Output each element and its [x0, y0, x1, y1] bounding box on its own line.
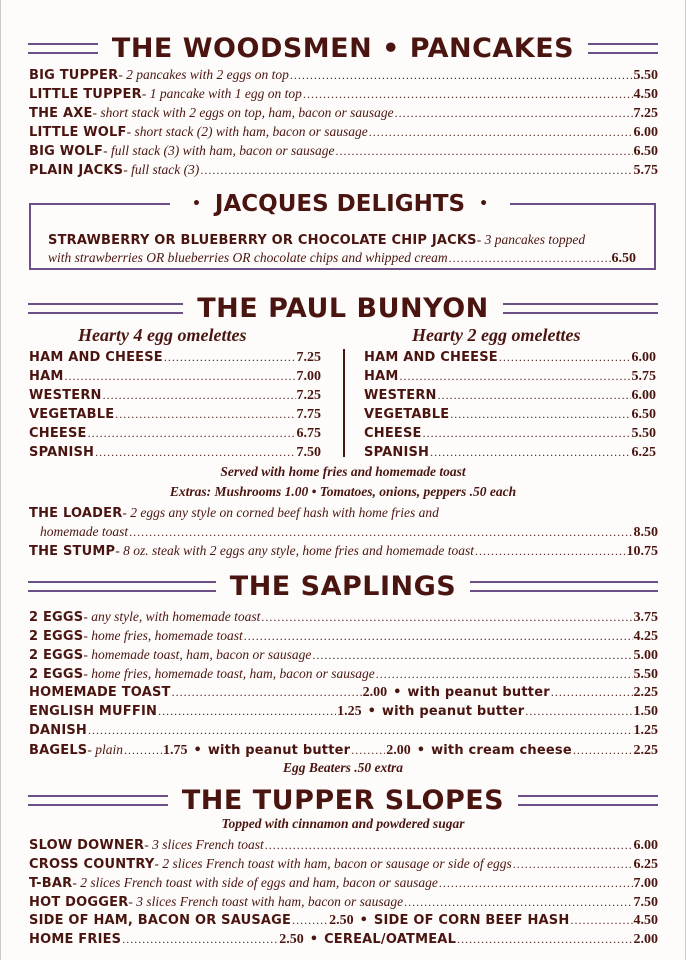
menu-item [29, 607, 658, 626]
leader-dots [475, 542, 625, 560]
item-price: 2.25 [633, 743, 658, 758]
menu-item [29, 626, 658, 645]
leader-dots [351, 741, 385, 759]
menu-item [29, 386, 321, 405]
item-name: SIDE OF HAM, BACON OR SAUSAGE [29, 913, 292, 928]
leader-dots [95, 443, 295, 462]
leader-dots [570, 911, 632, 930]
item-price: 6.00 [631, 350, 656, 365]
bullet: • [367, 704, 376, 719]
column-divider [343, 349, 345, 457]
item-extra: with peanut butter [207, 743, 351, 758]
item-desc: - 2 slices French toast with side of eggs and ham, bacon or sausage [72, 875, 438, 890]
jacques-header [170, 189, 510, 219]
item-price: 4.50 [633, 87, 658, 102]
item-desc: - full stack (3) [123, 162, 200, 177]
item-desc: - 2 pancakes with 2 eggs on top [118, 67, 289, 82]
menu-item [29, 911, 658, 930]
item-desc: - 2 eggs any style on corned beef hash with home fries and [122, 505, 439, 520]
item-desc: - 2 slices French toast with ham, bacon or sausage or side of eggs [154, 856, 512, 871]
leader-dots [513, 855, 633, 873]
item-price: 1.25 [633, 723, 658, 738]
item-name: BIG WOLF [29, 144, 104, 159]
item-price: 7.25 [296, 388, 321, 403]
leader-dots [88, 424, 296, 443]
menu-item [364, 443, 656, 462]
menu-item [29, 702, 658, 721]
header-rule-right [588, 43, 658, 54]
leader-dots [551, 683, 633, 702]
leader-dots [200, 161, 632, 179]
bullet: • [479, 196, 489, 212]
section-title: THE SAPLINGS [229, 570, 457, 602]
item-name: LITTLE TUPPER [29, 87, 142, 102]
menu-item [29, 84, 658, 103]
leader-dots [122, 930, 278, 949]
item-name: SPANISH [364, 445, 430, 460]
bullet: • [193, 743, 202, 758]
header-rule-right [518, 795, 658, 806]
item-name: VEGETABLE [29, 407, 115, 422]
menu-item [29, 443, 321, 462]
item-name: THE STUMP [29, 544, 116, 559]
menu-item [29, 664, 658, 683]
extras-note: Extras: Mushrooms 1.00 • Tomatoes, onions, peppers .50 each [169, 484, 517, 499]
menu-item [364, 424, 656, 443]
leader-dots [303, 85, 633, 103]
leader-dots [124, 741, 162, 759]
header-rule-left [28, 303, 183, 314]
item-price: 1.75 [163, 743, 188, 758]
leader-dots [573, 741, 633, 759]
leader-dots [64, 367, 295, 386]
leader-dots [499, 348, 631, 367]
item-price: 10.75 [626, 544, 658, 559]
item-name: HAM [29, 369, 64, 384]
item-desc: - any style, with homemade toast [83, 609, 261, 624]
item-name: STRAWBERRY OR BLUEBERRY OR CHOCOLATE CHIP JACKS [48, 233, 477, 248]
leader-dots [404, 893, 632, 911]
item-price: 7.50 [633, 895, 658, 910]
leader-dots [103, 386, 296, 405]
item-desc: homemade toast [40, 524, 129, 539]
leader-dots [449, 249, 611, 267]
leader-dots [395, 104, 633, 122]
left-subhead: Hearty 4 egg omelettes [78, 325, 247, 345]
item-price: 4.25 [633, 629, 658, 644]
header-rule-right [470, 581, 658, 592]
egg-beaters-note: Egg Beaters .50 extra [283, 760, 403, 775]
item-price: 6.25 [631, 445, 656, 460]
leader-dots [115, 405, 295, 424]
right-subhead: Hearty 2 egg omelettes [412, 325, 581, 345]
item-name: VEGETABLE [364, 407, 450, 422]
item-extra: with peanut butter [407, 685, 550, 700]
item-desc: - short stack (2) with ham, bacon or sausage [126, 124, 368, 139]
leader-dots [335, 142, 632, 160]
menu-item-cont [48, 248, 636, 267]
menu-item [29, 160, 658, 179]
item-price: 5.50 [631, 426, 656, 441]
item-desc: - home fries, homemade toast, ham, bacon or sausage [83, 666, 375, 681]
menu-item [29, 683, 658, 702]
item-price: 6.00 [633, 838, 658, 853]
item-desc: - home fries, homemade toast [83, 628, 243, 643]
leader-dots [376, 665, 633, 683]
item-name: LITTLE WOLF [29, 125, 127, 140]
item-price: 2.50 [279, 932, 304, 947]
item-price: 2.25 [633, 685, 658, 700]
item-price: 6.50 [611, 251, 636, 266]
menu-item [29, 541, 658, 560]
bullet: • [393, 685, 402, 700]
menu-item [29, 141, 658, 160]
leader-dots [312, 646, 632, 664]
menu-item [29, 873, 658, 892]
item-name: THE AXE [29, 106, 93, 121]
menu-item [29, 645, 658, 664]
item-price: 2.50 [329, 913, 354, 928]
item-price: 6.75 [296, 426, 321, 441]
bullet: • [309, 932, 319, 947]
item-name: CHEESE [29, 426, 87, 441]
item-desc: - homemade toast, ham, bacon or sausage [83, 647, 312, 662]
header-rule-right [503, 303, 658, 314]
tupper-header [28, 780, 658, 820]
leader-dots [450, 405, 630, 424]
item-price: 7.75 [296, 407, 321, 422]
leader-dots [290, 66, 633, 84]
item-price: 6.50 [633, 144, 658, 159]
item-name: BAGELS [29, 743, 88, 758]
item-name: 2 EGGS [29, 610, 84, 625]
item-price: 7.25 [296, 350, 321, 365]
item-name: HAM AND CHEESE [29, 350, 163, 365]
item-name: 2 EGGS [29, 629, 84, 644]
bullet: • [191, 196, 201, 212]
header-rule-left [28, 795, 168, 806]
leader-dots [292, 911, 328, 930]
saplings-header [28, 566, 658, 606]
section-title: THE TUPPER SLOPES [181, 784, 505, 816]
menu-item [29, 721, 658, 740]
item-name: CHEESE [364, 426, 422, 441]
item-price: 2.00 [362, 685, 388, 700]
item-desc: - 3 slices French toast with ham, bacon or sausage [128, 894, 404, 909]
woodsmen-header [28, 28, 658, 68]
menu-item [29, 740, 658, 759]
item-name: CROSS COUNTRY [29, 857, 155, 872]
leader-dots [525, 702, 632, 721]
menu-item [364, 386, 656, 405]
header-rule-left [28, 43, 98, 54]
item-name: SPANISH [29, 445, 95, 460]
item-price: 7.50 [296, 445, 321, 460]
item-price: 4.50 [633, 913, 658, 928]
menu-item [29, 348, 321, 367]
leader-dots [129, 523, 632, 541]
menu-item [29, 122, 658, 141]
item-desc: - 1 pancake with 1 egg on top [141, 86, 302, 101]
menu-item [29, 930, 658, 949]
leader-dots [265, 836, 633, 854]
bunyon-header [28, 288, 658, 328]
item-name: WESTERN [364, 388, 437, 403]
menu-item [29, 367, 321, 386]
item-price: 2.00 [633, 932, 658, 947]
item-price: 1.25 [337, 704, 362, 719]
item-price: 7.00 [296, 369, 321, 384]
item-price: 5.75 [631, 369, 656, 384]
item-extra: with cream cheese [431, 743, 572, 758]
leader-dots [164, 348, 296, 367]
menu-item [29, 892, 658, 911]
item-price: 5.75 [633, 163, 658, 178]
item-price: 2.00 [386, 743, 411, 758]
leader-dots [369, 123, 633, 141]
item-price: 5.00 [633, 648, 658, 663]
item-name: 2 EGGS [29, 667, 84, 682]
item-desc: - 8 oz. steak with 2 eggs any style, home fries and homemade toast [115, 543, 475, 558]
item-desc: - short stack with 2 eggs on top, ham, bacon or sausage [92, 105, 394, 120]
item-price: 6.25 [633, 857, 658, 872]
item-price: 1.50 [633, 704, 658, 719]
leader-dots [158, 702, 336, 721]
item-name: SIDE OF CORN BEEF HASH [373, 913, 570, 928]
item-name: DANISH [29, 723, 88, 738]
section-title: JACQUES DELIGHTS [214, 191, 466, 217]
item-price: 8.50 [633, 525, 658, 540]
menu-item [29, 103, 658, 122]
item-name: HOME FRIES [29, 932, 122, 947]
leader-dots [457, 930, 632, 949]
menu-item [29, 424, 321, 443]
leader-dots [439, 874, 633, 892]
menu-item [29, 65, 658, 84]
bullet: • [359, 913, 368, 928]
menu-item [364, 348, 656, 367]
menu-item [29, 835, 658, 854]
item-name: PLAIN JACKS [29, 163, 124, 178]
section-title: THE WOODSMEN • PANCAKES [111, 32, 575, 64]
leader-dots [172, 683, 362, 702]
menu-item [29, 854, 658, 873]
item-desc: - 3 pancakes topped [476, 232, 586, 247]
item-name: CEREAL/OATMEAL [324, 932, 457, 947]
item-desc: with strawberries OR blueberries OR chocolate chips and whipped cream [48, 250, 448, 265]
item-name: T-BAR [29, 876, 73, 891]
item-name: HOMEMADE TOAST [29, 685, 171, 700]
item-price: 6.00 [633, 125, 658, 140]
menu-item-cont [40, 522, 658, 541]
section-title: THE PAUL BUNYON [197, 292, 489, 324]
item-desc: - full stack (3) with ham, bacon or sausage [103, 143, 335, 158]
menu-item [29, 405, 321, 424]
menu-item [29, 503, 658, 522]
item-price: 5.50 [633, 68, 658, 83]
item-price: 7.25 [633, 106, 658, 121]
leader-dots [423, 424, 631, 443]
item-name: ENGLISH MUFFIN [29, 704, 158, 719]
served-note: Served with home fries and homemade toast [220, 464, 466, 479]
item-price: 7.00 [633, 876, 658, 891]
item-name: 2 EGGS [29, 648, 84, 663]
item-price: 6.50 [631, 407, 656, 422]
item-name: HAM [364, 369, 399, 384]
item-name: WESTERN [29, 388, 102, 403]
leader-dots [430, 443, 630, 462]
bullet: • [416, 743, 426, 758]
header-rule-left [28, 581, 216, 592]
item-name: SLOW DOWNER [29, 838, 145, 853]
item-name: THE LOADER [29, 506, 123, 521]
item-price: 6.00 [631, 388, 656, 403]
menu-item [364, 367, 656, 386]
menu-item [48, 230, 628, 249]
item-name: BIG TUPPER [29, 68, 119, 83]
leader-dots [88, 721, 632, 740]
item-name: HAM AND CHEESE [364, 350, 498, 365]
leader-dots [261, 608, 632, 626]
item-desc: - 3 slices French toast [144, 837, 264, 852]
item-extra: with peanut butter [381, 704, 525, 719]
leader-dots [399, 367, 630, 386]
tupper-subtitle: Topped with cinnamon and powdered sugar [221, 816, 465, 831]
leader-dots [244, 627, 633, 645]
item-price: 3.75 [633, 610, 658, 625]
leader-dots [438, 386, 631, 405]
menu-item [364, 405, 656, 424]
item-price: 5.50 [633, 667, 658, 682]
item-name: HOT DOGGER [29, 895, 129, 910]
item-desc: - plain [87, 742, 123, 757]
